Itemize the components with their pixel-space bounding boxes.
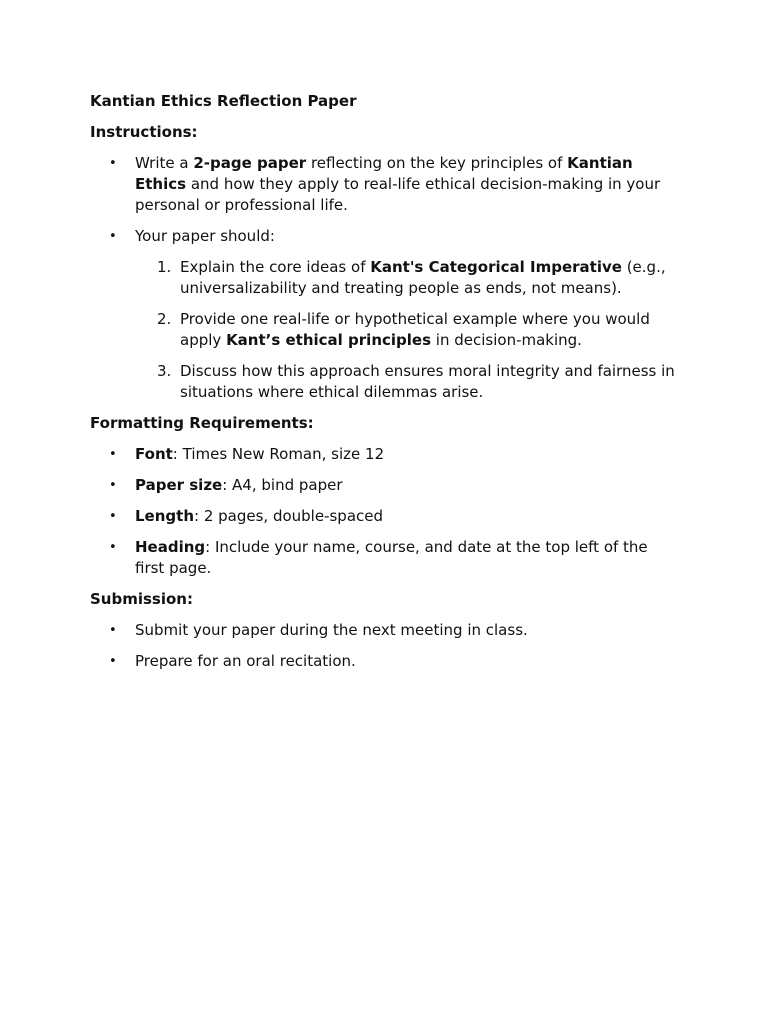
requirement-label: Length [135, 507, 194, 525]
requirement-label: Font [135, 445, 173, 463]
item-number: 1. [157, 258, 172, 276]
submission-heading: Submission: [90, 590, 193, 608]
requirement-value: : A4, bind paper [222, 476, 343, 494]
requirement-label: Heading [135, 538, 206, 556]
bullet-icon: • [109, 156, 117, 171]
bold-text: 2-page paper [193, 154, 307, 172]
numbered-item [135, 361, 678, 403]
formatting-heading: Formatting Requirements: [90, 414, 314, 432]
list-item-text: Your paper should: [135, 227, 275, 245]
list-item-text: Write a [135, 154, 194, 172]
numbered-item-text: Discuss how this approach ensures moral integrity and fairness in situations where ethical dilemmas arise. [180, 362, 675, 401]
list-item [90, 475, 678, 496]
item-number: 3. [157, 362, 172, 380]
list-item-text: Prepare for an oral recitation. [135, 652, 356, 670]
bold-text: Kant's Categorical Imperative [370, 258, 622, 276]
submission-list [90, 620, 678, 672]
bold-text: Kantian Ethics [135, 154, 633, 193]
item-number: 2. [157, 310, 172, 328]
bullet-icon: • [109, 478, 117, 493]
list-item-text: and how they apply to real-life ethical decision-making in your personal or professional life. [135, 175, 661, 214]
list-item [90, 651, 678, 672]
numbered-item-text: Provide one real-life or hypothetical example where you would apply [180, 310, 650, 349]
list-item [90, 537, 678, 579]
document-title: Kantian Ethics Reflection Paper [90, 92, 357, 110]
numbered-item [135, 257, 678, 299]
requirement-label: Paper size [135, 476, 223, 494]
bullet-icon: • [109, 509, 117, 524]
bullet-icon: • [109, 654, 117, 669]
list-item [90, 506, 678, 527]
list-item-text: Submit your paper during the next meeting in class. [135, 621, 528, 639]
instructions-heading: Instructions: [90, 123, 198, 141]
numbered-item [135, 309, 678, 351]
list-item [90, 444, 678, 465]
list-item [90, 153, 678, 216]
requirement-value: : 2 pages, double-spaced [194, 507, 384, 525]
instructions-list [90, 153, 678, 403]
numbered-item-text: (e.g., universalizability and treating people as ends, not means). [180, 258, 666, 297]
list-item [90, 620, 678, 641]
formatting-list [90, 444, 678, 579]
bullet-icon: • [109, 229, 117, 244]
bullet-icon: • [109, 447, 117, 462]
numbered-item-text: Explain the core ideas of [180, 258, 371, 276]
numbered-list [135, 257, 678, 403]
list-item-text: reflecting on the key principles of [306, 154, 568, 172]
list-item [90, 226, 678, 403]
bullet-icon: • [109, 623, 117, 638]
requirement-value: : Times New Roman, size 12 [172, 445, 385, 463]
bullet-icon: • [109, 540, 117, 555]
bold-text: Kant’s ethical principles [226, 331, 432, 349]
requirement-value: : Include your name, course, and date at the top left of the first page. [135, 538, 648, 577]
numbered-item-text: in decision-making. [431, 331, 582, 349]
